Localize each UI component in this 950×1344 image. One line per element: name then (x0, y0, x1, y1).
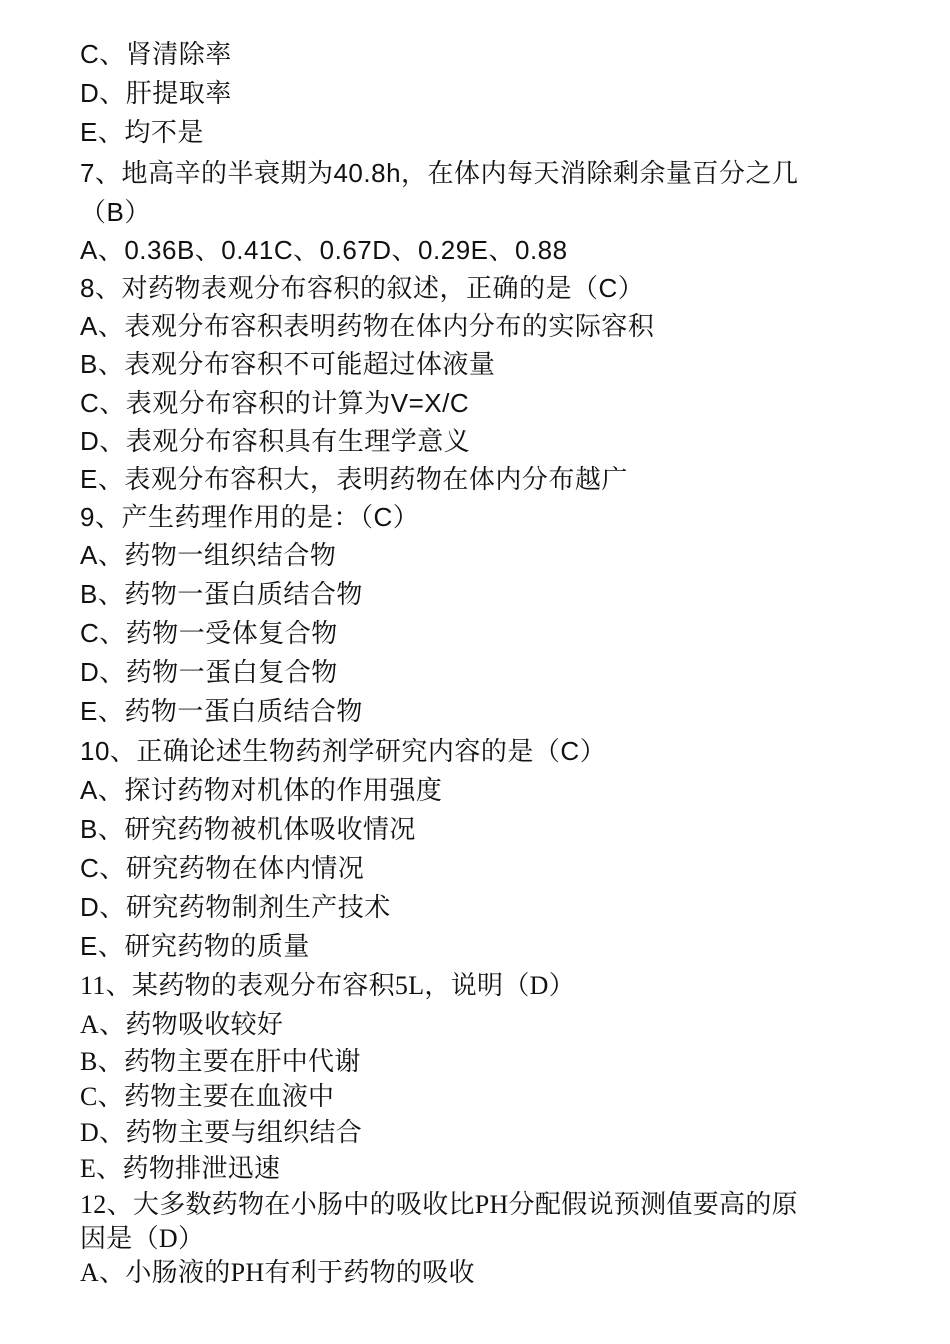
question-8-option-a: A、表观分布容积表明药物在体内分布的实际容积 (80, 311, 655, 341)
question-9-option-b: B、药物一蛋白质结合物 (80, 579, 363, 609)
question-11-option-e: E、药物排泄迅速 (80, 1154, 281, 1183)
question-11-option-d: D、药物主要与组织结合 (80, 1118, 363, 1147)
option-c-renal-clearance: C、肾清除率 (80, 39, 232, 69)
question-11-option-a: A、药物吸收较好 (80, 1010, 284, 1039)
question-12-answer: 因是（D） (80, 1224, 205, 1253)
question-7-answer: （B） (80, 197, 151, 227)
question-11-option-c: C、药物主要在血液中 (80, 1082, 335, 1111)
option-e-none: E、均不是 (80, 117, 204, 147)
question-10-option-e: E、研究药物的质量 (80, 931, 310, 961)
question-10-option-b: B、研究药物被机体吸收情况 (80, 814, 416, 844)
question-10: 10、正确论述生物药剂学研究内容的是（C） (80, 736, 607, 766)
question-10-option-a: A、探讨药物对机体的作用强度 (80, 775, 443, 805)
question-10-option-c: C、研究药物在体内情况 (80, 853, 365, 883)
question-7: 7、地高辛的半衰期为40.8h，在体内每天消除剩余量百分之几 (80, 158, 799, 188)
question-10-option-d: D、研究药物制剂生产技术 (80, 892, 391, 922)
question-8: 8、对药物表观分布容积的叙述，正确的是（C） (80, 273, 645, 303)
question-9-option-c: C、药物一受体复合物 (80, 618, 338, 648)
question-8-option-c: C、表观分布容积的计算为V=X/C (80, 388, 470, 418)
question-8-option-d: D、表观分布容积具有生理学意义 (80, 426, 471, 456)
question-7-options: A、0.36B、0.41C、0.67D、0.29E、0.88 (80, 235, 568, 265)
question-11-option-b: B、药物主要在肝中代谢 (80, 1047, 361, 1076)
question-9: 9、产生药理作用的是：（C） (80, 502, 420, 532)
question-8-option-e: E、表观分布容积大，表明药物在体内分布越广 (80, 464, 628, 494)
option-d-hepatic-extraction: D、肝提取率 (80, 78, 232, 108)
question-9-option-e: E、药物一蛋白质结合物 (80, 696, 363, 726)
question-12-option-a: A、小肠液的PH有利于药物的吸收 (80, 1258, 475, 1287)
question-9-option-a: A、药物一组织结合物 (80, 540, 337, 570)
question-9-option-d: D、药物一蛋白复合物 (80, 657, 338, 687)
question-11: 11、某药物的表观分布容积5L，说明（D） (80, 971, 575, 1000)
question-12: 12、大多数药物在小肠中的吸收比PH分配假说预测值要高的原 (80, 1190, 798, 1219)
question-8-option-b: B、表观分布容积不可能超过体液量 (80, 349, 496, 379)
